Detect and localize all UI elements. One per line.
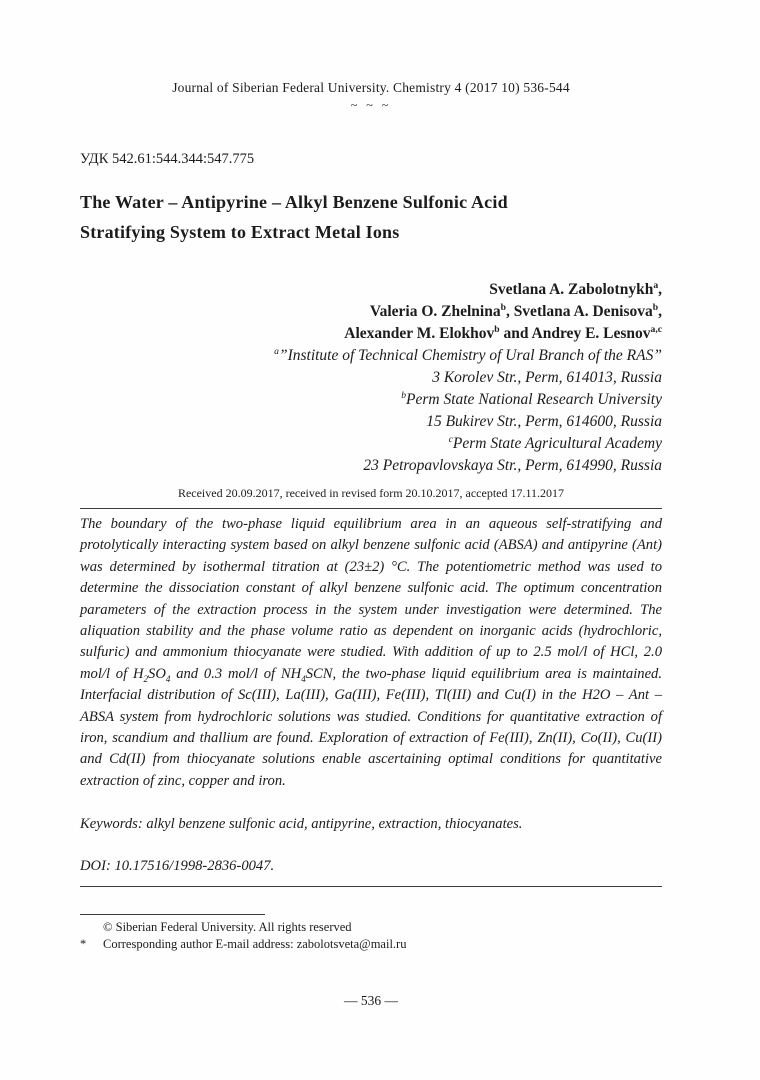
affiliations-block — [80, 345, 662, 477]
affiliation-line: 3 Korolev Str., Perm, 614013, Russia — [432, 369, 662, 386]
footnote-rule — [80, 914, 265, 915]
divider-top — [80, 508, 662, 509]
paper-title-line-2: Stratifying System to Extract Metal Ions — [80, 222, 400, 242]
journal-header-line: Journal of Siberian Federal University. Chemistry 4 (2017 10) 536-544 — [172, 80, 570, 95]
footnote-block — [80, 914, 662, 953]
affiliation-line: 15 Bukirev Str., Perm, 614600, Russia — [426, 413, 662, 430]
copyright-line — [80, 919, 662, 936]
affiliation-line: $^b$Perm State National Research University — [401, 389, 662, 408]
page-number: — 536 — — [344, 993, 398, 1008]
doi-line: DOI: 10.17516/1998-2836-0047. — [80, 858, 275, 875]
authors-block — [80, 279, 662, 345]
author-line: Svetlana A. Zabolotnykh$^a$, — [489, 279, 662, 298]
udk-code: УДК 542.61:544.344:547.775 — [80, 151, 255, 167]
ornament-separator: ~ ~ ~ — [350, 98, 392, 112]
author-line: Alexander M. Elokhov$^b$ and Andrey E. Lesnov$^{a,c}$ — [344, 323, 662, 342]
footnote-asterisk-marker: * — [80, 937, 87, 952]
corresponding-author-text: Corresponding author E-mail address: zabolotsveta@mail.ru — [103, 937, 407, 952]
received-dates-line: Received 20.09.2017, received in revised form 20.10.2017, accepted 17.11.2017 — [177, 486, 565, 500]
keywords-line: Keywords: alkyl benzene sulfonic acid, antipyrine, extraction, thiocyanates. — [80, 816, 523, 833]
affiliation-line: $^c$Perm State Agricultural Academy — [448, 433, 662, 452]
affiliation-line: $^a$”Institute of Technical Chemistry of Ural Branch of the RAS” — [274, 345, 662, 364]
divider-bottom — [80, 886, 662, 887]
copyright-text: © Siberian Federal University. All rights reserved — [103, 920, 352, 935]
author-line: Valeria O. Zhelnina$^b$, Svetlana A. Denisova$^b$, — [369, 301, 662, 320]
corresponding-author-line — [80, 936, 662, 953]
paper-title-line-1: The Water – Antipyrine – Alkyl Benzene Sulfonic Acid — [80, 192, 508, 212]
abstract-text: The boundary of the two-phase liquid equilibrium area in an aqueous self-stratifying and protolytically interacting system based on alkyl benzene sulfonic acid (ABSA) and antipyrine (Ant) was determined by isothermal titration at (23±2) °C. The potentiometric method was used to determine the dissociation constant of alkyl benzene sulfonic acid. The optimum concentration parameters of the extraction process in the system under investigation were determined. The aliquation stability and the phase volume ratio as dependent on inorganic acids (hydrochloric, sulfuric) and ammonium thiocyanate were studied. With addition of up to 2.5 mol/l of HCl, 2.0 mol/l of $H_2SO_4$ and 0.3 mol/l of $NH_4SCN$, the two-phase liquid equilibrium area is maintained. Interfacial distribution of Sc(III), La(III), Ga(III), Fe(III), Tl(III) and Cu(I) in the H2O – Ant – ABSA system from hydrochloric solutions was studied. Conditions for quantitative extraction of iron, scandium and thallium are found. Exploration of extraction of Fe(III), Zn(II), Co(II), Cu(II) and Cd(II) from thiocyanate solutions enable ascertaining optimal conditions for quantitative extraction of zinc, copper and iron. — [80, 516, 662, 789]
paper-title — [80, 187, 662, 247]
affiliation-line: 23 Petropavlovskaya Str., Perm, 614990, Russia — [363, 457, 662, 474]
copyright-marker-spacer — [80, 919, 103, 936]
